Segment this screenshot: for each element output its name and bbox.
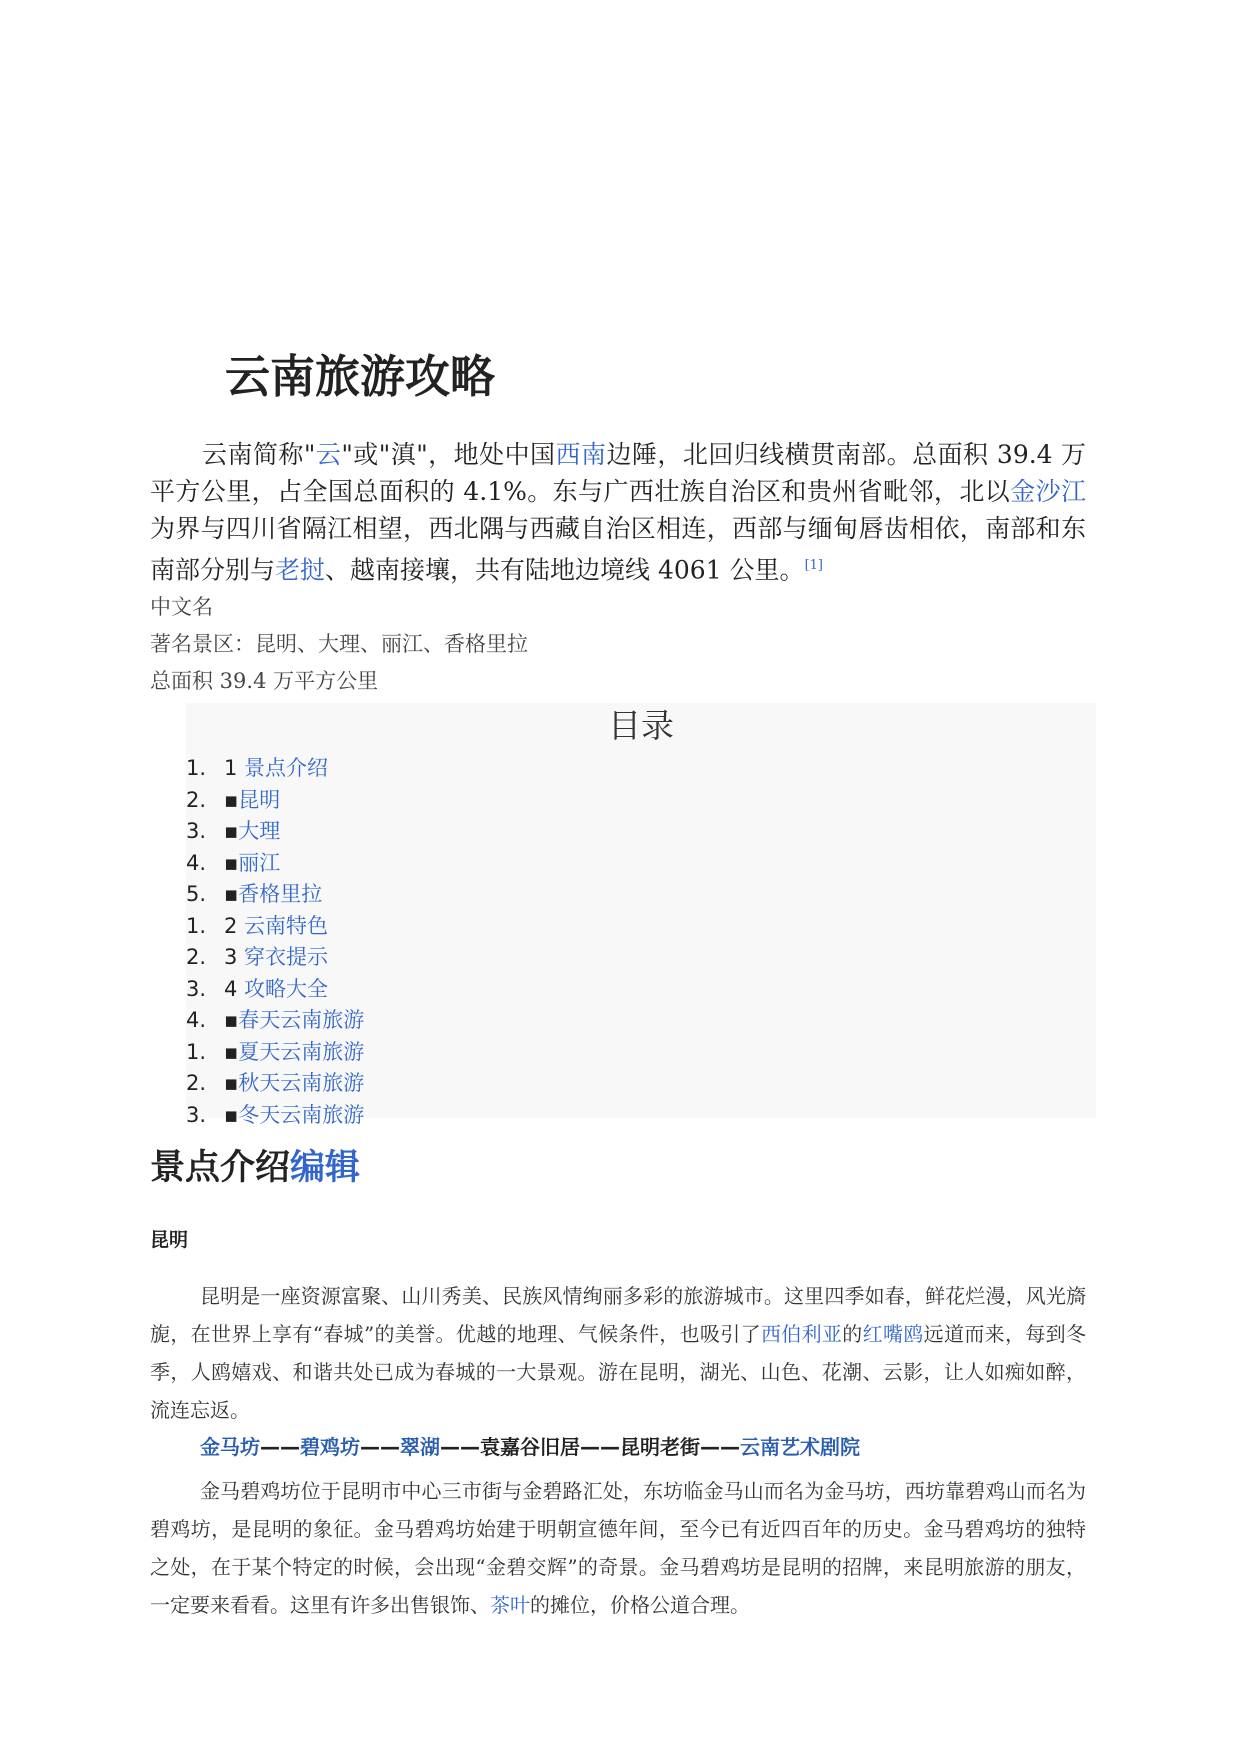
toc-item-body[interactable] (224, 911, 328, 943)
toc-item-body[interactable] (224, 942, 328, 974)
toc-item-number: 2. (186, 945, 207, 969)
toc-item-number: 4. (186, 1008, 207, 1032)
toc-item-number: 2. (186, 787, 207, 812)
toc-item-prefix: ▪ (224, 1039, 239, 1064)
toc-item-number: 1. (186, 913, 207, 938)
toc-item[interactable] (186, 1005, 1096, 1037)
link-chaye[interactable]: 茶叶 (490, 1593, 530, 1617)
toc-item-prefix: ▪ (224, 850, 239, 875)
toc-item[interactable] (186, 1068, 1096, 1100)
toc-list (186, 749, 1096, 1131)
toc-item-body[interactable] (224, 974, 328, 1006)
toc-item[interactable] (186, 816, 1096, 848)
link-hongzuiou[interactable]: 红嘴鸥 (862, 1322, 924, 1346)
toc-item-link[interactable]: 夏天云南旅游 (238, 1039, 365, 1064)
toc-item-prefix: ▪ (224, 1071, 239, 1095)
toc-item[interactable] (186, 1100, 1096, 1132)
info-famous-sites: 著名景区：昆明、大理、丽江、香格里拉 (150, 632, 528, 656)
intro-text: "或"滇"，地处中国 (341, 440, 556, 469)
link-laowo[interactable]: 老挝 (275, 555, 326, 585)
para-text: 的 (842, 1322, 863, 1346)
toc-item[interactable] (186, 879, 1096, 911)
link-jinmafang[interactable]: 金马坊 (200, 1435, 260, 1459)
toc-item-number: 2. (186, 1071, 207, 1095)
link-bijifang[interactable]: 碧鸡坊 (300, 1435, 360, 1459)
route-separator: —— (260, 1435, 300, 1459)
para-text: 远道而来，每到冬季，人鸥嬉戏、和谐共处已成为春城的一大景观。游在昆明，湖光、山色、花潮、云影，让人如痴如醉，流连忘返。 (150, 1322, 1087, 1422)
toc-item-link[interactable]: 景点介绍 (244, 756, 329, 780)
kunming-route (200, 1432, 860, 1462)
toc-item[interactable] (186, 942, 1096, 974)
toc-item-prefix: 2 (224, 913, 245, 938)
toc-item-number: 3. (186, 976, 207, 1001)
toc-item-link[interactable]: 大理 (238, 819, 281, 843)
link-yun[interactable]: 云 (315, 440, 342, 469)
info-total-area: 总面积 39.4 万平方公里 (150, 669, 379, 693)
reference-link[interactable]: [1] (804, 558, 823, 573)
toc-item-body[interactable] (224, 1068, 364, 1100)
intro-text: 为界与四川省隔江相望，西北隅与西藏自治区相连，西部与缅甸唇齿相依，南部和东南部分别与 (150, 514, 1086, 585)
link-xinan[interactable]: 西南 (555, 440, 607, 469)
toc-item-prefix: 4 (224, 976, 245, 1001)
section-heading-text: 景点介绍 (150, 1148, 291, 1188)
page-title: 云南旅游攻略 (225, 350, 496, 403)
toc-item[interactable] (186, 785, 1096, 817)
toc-item-body[interactable] (224, 816, 280, 848)
para-text: 金马碧鸡坊位于昆明市中心三市街与金碧路汇处，东坊临金马山而名为金马坊，西坊靠碧鸡山而名为碧鸡坊，是昆明的象征。金马碧鸡坊始建于明朝宣德年间，至今已有近四百年的历史。金马碧鸡坊的独特之处，在于某个特定的时候，会出现“金碧交辉”的奇景。金马碧鸡坊是昆明的招牌，来昆明旅游的朋友，一定要来看看。这里有许多出售银饰、 (150, 1479, 1086, 1617)
toc-item-link[interactable]: 攻略大全 (244, 976, 329, 1001)
intro-text: 边陲，北回归线横贯南部。总面积 39.4 万平方公里，占全国总面积的 4.1%。东与广西壮族自治区和贵州省毗邻，北以 (150, 440, 1086, 506)
toc-item-number: 1. (186, 1039, 207, 1064)
toc-item[interactable] (186, 848, 1096, 880)
toc-item-body[interactable] (224, 848, 280, 880)
toc-item[interactable] (186, 911, 1096, 943)
link-xiboliya[interactable]: 西伯利亚 (760, 1322, 843, 1346)
toc-item[interactable] (186, 1037, 1096, 1069)
section-heading-attractions (150, 1140, 360, 1190)
toc-item-number: 5. (186, 882, 207, 906)
toc-item-link[interactable]: 香格里拉 (238, 882, 323, 906)
link-jinshajiang[interactable]: 金沙江 (1010, 477, 1086, 506)
para-text: 昆明是一座资源富聚、山川秀美、民族风情绚丽多彩的旅游城市。这里四季如春，鲜花烂漫，风光旖旎，在世界上享有“春城”的美誉。优越的地理、气候条件，也吸引了 (150, 1284, 1086, 1346)
kunming-paragraph (150, 1277, 1086, 1429)
toc-item-link[interactable]: 穿衣提示 (244, 945, 329, 969)
toc-item-prefix: ▪ (224, 787, 239, 812)
toc-item-link[interactable]: 丽江 (238, 850, 281, 875)
info-chinese-name: 中文名 (150, 595, 213, 619)
table-of-contents (186, 703, 1096, 1127)
toc-item-body[interactable] (224, 785, 280, 817)
toc-item-number: 4. (186, 850, 207, 875)
toc-item-prefix: 1 (224, 756, 245, 780)
route-text: ——袁嘉谷旧居——昆明老街—— (440, 1435, 740, 1459)
toc-item-body[interactable] (224, 1100, 364, 1132)
intro-text: 、越南接壤，共有陆地边境线 4061 公里。 (325, 555, 805, 585)
toc-item[interactable] (186, 753, 1096, 785)
toc-item-prefix: ▪ (224, 882, 239, 906)
link-yunnan-art-theater[interactable]: 云南艺术剧院 (740, 1435, 860, 1459)
link-cuihu[interactable]: 翠湖 (400, 1435, 440, 1459)
intro-paragraph (150, 436, 1086, 588)
toc-title: 目录 (608, 706, 674, 745)
toc-item-number: 3. (186, 1102, 207, 1127)
toc-item-link[interactable]: 冬天云南旅游 (238, 1102, 365, 1127)
toc-item-link[interactable]: 云南特色 (244, 913, 329, 938)
route-separator: —— (360, 1435, 400, 1459)
toc-item-link[interactable]: 秋天云南旅游 (238, 1071, 365, 1095)
toc-item-number: 1. (186, 756, 207, 780)
toc-item-prefix: 3 (224, 945, 245, 969)
toc-item-prefix: ▪ (224, 1008, 239, 1032)
toc-item[interactable] (186, 974, 1096, 1006)
toc-item-prefix: ▪ (224, 1102, 239, 1127)
subheading-kunming: 昆明 (150, 1229, 189, 1251)
toc-item-link[interactable]: 昆明 (238, 787, 281, 812)
toc-item-number: 3. (186, 819, 207, 843)
edit-link[interactable]: 编辑 (290, 1148, 361, 1188)
toc-item-body[interactable] (224, 1005, 364, 1037)
para-text: 的摊位，价格公道合理。 (530, 1593, 750, 1617)
toc-item-link[interactable]: 春天云南旅游 (238, 1008, 365, 1032)
toc-item-body[interactable] (224, 753, 328, 785)
jinma-biji-paragraph (150, 1472, 1086, 1624)
toc-item-prefix: ▪ (224, 819, 239, 843)
toc-item-body[interactable] (224, 1037, 364, 1069)
intro-text: 云南简称" (202, 440, 316, 469)
toc-item-body[interactable] (224, 879, 322, 911)
